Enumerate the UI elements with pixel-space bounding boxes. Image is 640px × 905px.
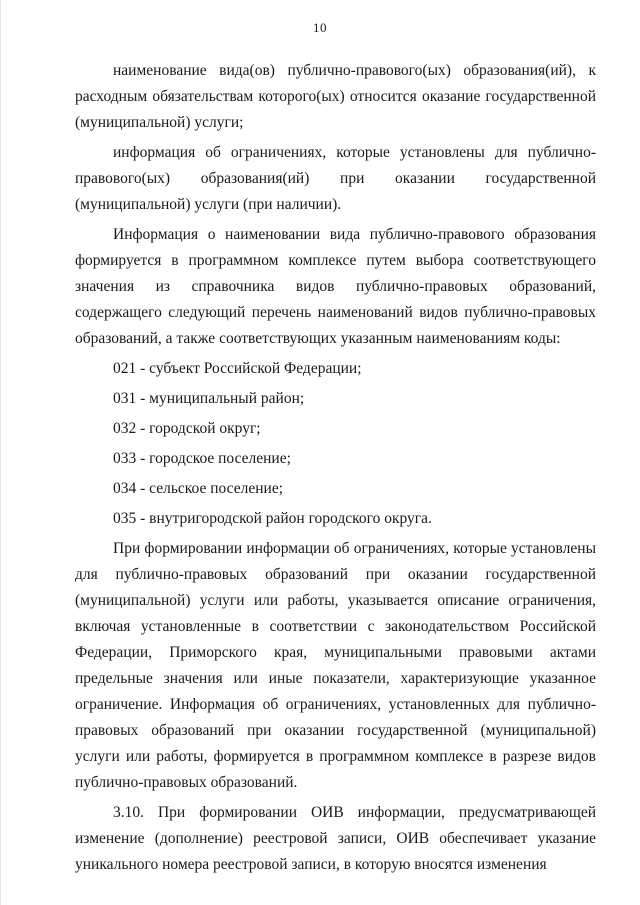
list-item: 032 - городской округ;	[113, 420, 261, 437]
paragraph: 3.10. При формировании ОИВ информации, предусматривающей изменение (дополнение) реестровой записи, ОИВ обеспечивает указание уникального номера реестровой записи, в которую вносятся изменения	[75, 804, 596, 873]
codes-list	[75, 356, 596, 532]
list-item: 021 - субъект Российской Федерации;	[113, 360, 362, 377]
paragraph: При формировании информации об ограничениях, которые установлены для публично-правовых образований при оказании государственной (муниципальной) услуги или работы, указывается описание ограничения, включая установленные в соответствии с законодательством Российской Федерации, Приморского края, муниципальными правовыми актами предельные значения или иные показатели, характеризующие указанное ограничение. Информация об ограничениях, установленных для публично-правовых образований при оказании государственной (муниципальной) услуги или работы, формируется в программном комплексе в разрезе видов публично-правовых образований.	[75, 540, 596, 791]
paragraph: наименование вида(ов) публично-правового(ых) образования(ий), к расходным обязательствам которого(ых) относится оказание государственной (муниципальной) услуги;	[75, 62, 596, 131]
document-body	[75, 58, 596, 878]
list-item: 034 - сельское поселение;	[113, 480, 284, 497]
page-number: 10	[313, 20, 327, 35]
list-item: 035 - внутригородской район городского округа.	[113, 510, 432, 527]
paragraph: информация об ограничениях, которые установлены для публично-правового(ых) образования(ий) при оказании государственной (муниципальной) услуги (при наличии).	[75, 144, 596, 213]
list-item: 033 - городское поселение;	[113, 450, 291, 467]
list-item: 031 - муниципальный район;	[113, 390, 305, 407]
scan-edge	[0, 0, 1, 905]
paragraph: Информация о наименовании вида публично-правового образования формируется в программном комплексе путем выбора соответствующего значения из справочника видов публично-правовых образований, содержащего следующий перечень наименований видов публично-правовых образований, а также соответствующих указанным наименованиям коды:	[75, 226, 596, 347]
